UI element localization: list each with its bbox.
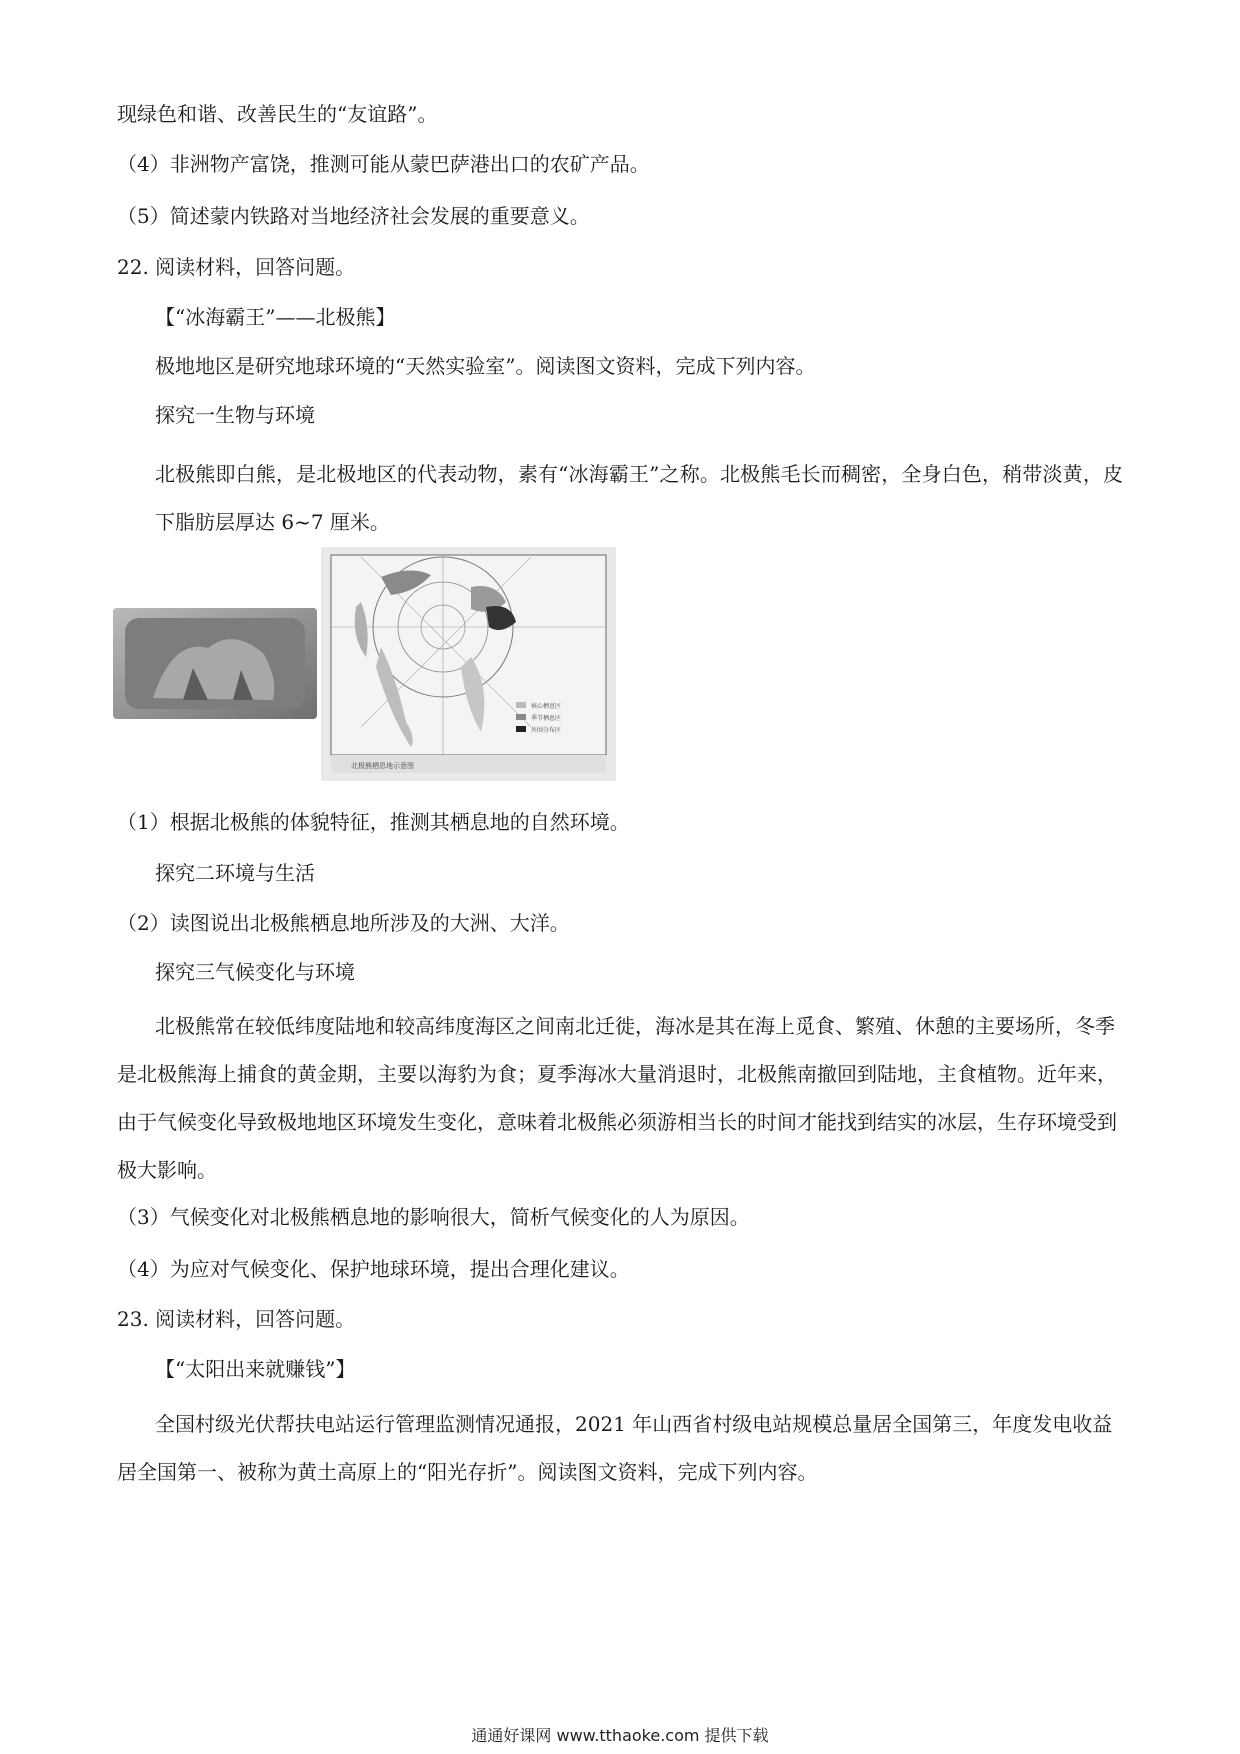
legend-item: 外围分布区 (531, 727, 562, 734)
question-23-heading: 23. 阅读材料，回答问题。 (117, 1307, 356, 1331)
question-22-title: 【“冰海霸王”——北极熊】 (155, 305, 396, 329)
question-23-text: 全国村级光伏帮扶电站运行管理监测情况通报，2021 年山西省村级电站规模总量居全国第三，年度发电收益居全国第一、被称为黄土高原上的“阳光存折”。阅读图文资料，完成下列内容。 (117, 1412, 1113, 1484)
question-21-5: （5）简述蒙内铁路对当地经济社会发展的重要意义。 (117, 204, 590, 228)
polar-bear-photo (113, 608, 317, 719)
question-21-4: （4）非洲物产富饶，推测可能从蒙巴萨港出口的农矿产品。 (117, 152, 650, 176)
question-22-intro: 极地地区是研究地球环境的“天然实验室”。阅读图文资料，完成下列内容。 (155, 354, 816, 378)
page-footer: 通通好课网 www.tthaoke.com 提供下载 (471, 1726, 769, 1745)
question-22-3: （3）气候变化对北极熊栖息地的影响很大，简析气候变化的人为原因。 (117, 1205, 750, 1229)
question-23-title: 【“太阳出来就赚钱”】 (155, 1357, 356, 1381)
question-22-heading: 22. 阅读材料，回答问题。 (117, 255, 356, 279)
explore-1-text: 北极熊即白熊，是北极地区的代表动物，素有“冰海霸王”之称。北极熊毛长而稠密，全身白色，稍带淡黄，皮下脂肪层厚达 6~7 厘米。 (155, 462, 1123, 534)
question-22-1: （1）根据北极熊的体貌特征，推测其栖息地的自然环境。 (117, 810, 630, 834)
explore-3-heading: 探究三气候变化与环境 (155, 960, 355, 984)
legend-item: 核心栖息区 (531, 703, 562, 710)
legend-item: 季节栖息区 (531, 715, 562, 722)
explore-2-heading: 探究二环境与生活 (155, 861, 315, 885)
paragraph-continuation: 现绿色和谐、改善民生的“友谊路”。 (117, 102, 438, 126)
question-22-2: （2）读图说出北极熊栖息地所涉及的大洲、大洋。 (117, 911, 570, 935)
question-22-4: （4）为应对气候变化、保护地球环境，提出合理化建议。 (117, 1257, 630, 1281)
explore-1-heading: 探究一生物与环境 (155, 403, 315, 427)
map-caption: 北极熊栖息地示意图 (351, 762, 414, 770)
explore-3-text: 北极熊常在较低纬度陆地和较高纬度海区之间南北迁徙，海冰是其在海上觅食、繁殖、休憩的主要场所，冬季是北极熊海上捕食的黄金期，主要以海豹为食；夏季海冰大量消退时，北极熊南撤回到陆地，主食植物。近年来，由于气候变化导致极地地区环境发生变化，意味着北极熊必须游相当长的时间才能找到结实的冰层，生存环境受到极大影响。 (117, 1014, 1117, 1182)
polar-bear-habitat-map (321, 547, 616, 781)
